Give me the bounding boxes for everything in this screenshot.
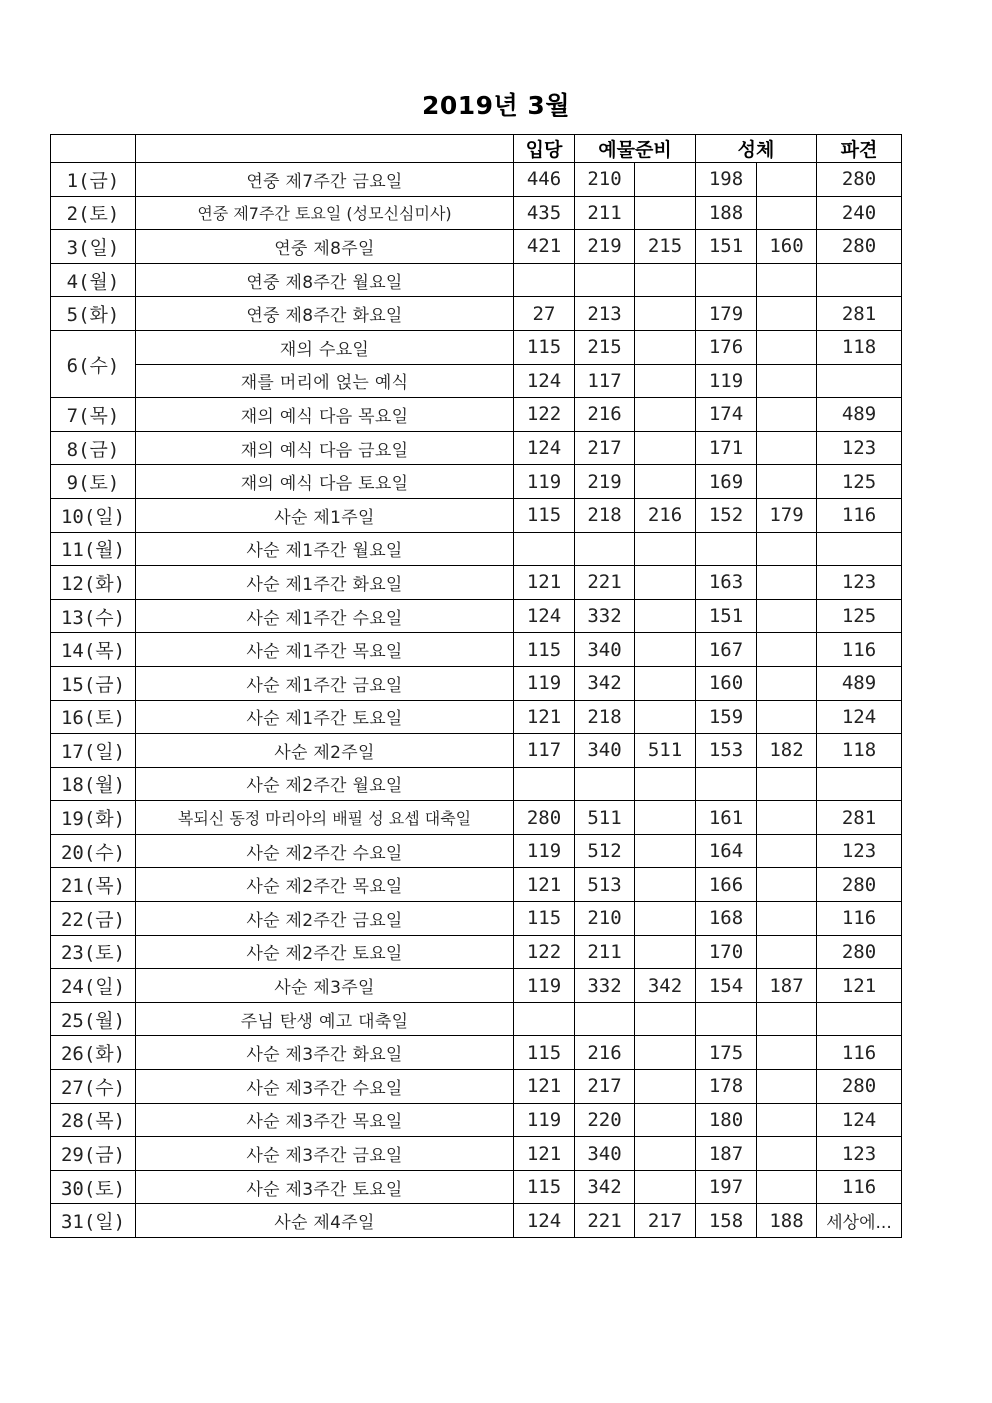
liturgy-name-cell: 사순 제2주간 금요일 bbox=[136, 902, 514, 936]
liturgy-name-cell: 재의 예식 다음 토요일 bbox=[136, 465, 514, 499]
liturgy-name-cell: 주님 탄생 예고 대축일 bbox=[136, 1002, 514, 1036]
seongche1-cell bbox=[696, 1002, 757, 1036]
seongche1-cell: 154 bbox=[696, 969, 757, 1003]
pagyeon-cell bbox=[817, 364, 902, 398]
pagyeon-cell: 280 bbox=[817, 1070, 902, 1104]
pagyeon-cell bbox=[817, 1002, 902, 1036]
liturgy-name-cell: 사순 제2주간 수요일 bbox=[136, 834, 514, 868]
pagyeon-cell: 489 bbox=[817, 398, 902, 432]
day-cell: 29(금) bbox=[51, 1137, 136, 1171]
table-row bbox=[51, 969, 902, 1003]
day-cell: 19(화) bbox=[51, 801, 136, 835]
yemul1-cell: 511 bbox=[575, 801, 635, 835]
ipdang-cell: 119 bbox=[514, 465, 575, 499]
seongche2-cell: 187 bbox=[757, 969, 817, 1003]
seongche2-cell bbox=[757, 330, 817, 364]
table-row bbox=[51, 700, 902, 734]
ipdang-cell: 121 bbox=[514, 1070, 575, 1104]
table-row bbox=[51, 767, 902, 801]
yemul1-cell bbox=[575, 1002, 635, 1036]
table-row bbox=[51, 465, 902, 499]
yemul1-cell: 342 bbox=[575, 666, 635, 700]
yemul2-cell: 217 bbox=[635, 1204, 696, 1238]
page-title: 2019년 3월 bbox=[422, 91, 570, 120]
seongche2-cell bbox=[757, 1070, 817, 1104]
liturgy-name-cell: 재의 예식 다음 목요일 bbox=[136, 398, 514, 432]
seongche2-cell: 182 bbox=[757, 734, 817, 768]
yemul1-cell: 211 bbox=[575, 196, 635, 230]
seongche2-cell bbox=[757, 1103, 817, 1137]
liturgy-name-cell: 사순 제1주간 금요일 bbox=[136, 666, 514, 700]
seongche1-cell bbox=[696, 263, 757, 297]
seongche1-cell: 198 bbox=[696, 163, 757, 197]
pagyeon-cell: 116 bbox=[817, 1170, 902, 1204]
pagyeon-cell: 240 bbox=[817, 196, 902, 230]
seongche2-cell bbox=[757, 196, 817, 230]
seongche2-cell bbox=[757, 465, 817, 499]
pagyeon-cell: 125 bbox=[817, 599, 902, 633]
ipdang-cell bbox=[514, 767, 575, 801]
yemul1-cell: 211 bbox=[575, 935, 635, 969]
day-cell: 6(수) bbox=[51, 330, 136, 397]
yemul2-cell: 511 bbox=[635, 734, 696, 768]
liturgy-name-cell: 사순 제1주간 목요일 bbox=[136, 633, 514, 667]
yemul1-cell: 213 bbox=[575, 297, 635, 331]
liturgy-name-cell: 재의 수요일 bbox=[136, 330, 514, 364]
seongche1-cell: 188 bbox=[696, 196, 757, 230]
pagyeon-cell: 281 bbox=[817, 801, 902, 835]
day-cell: 31(일) bbox=[51, 1204, 136, 1238]
yemul2-cell bbox=[635, 666, 696, 700]
table-header-row bbox=[51, 135, 902, 163]
seongche1-cell: 119 bbox=[696, 364, 757, 398]
ipdang-cell: 124 bbox=[514, 1204, 575, 1238]
seongche2-cell bbox=[757, 263, 817, 297]
pagyeon-cell: 280 bbox=[817, 230, 902, 264]
header-name bbox=[136, 135, 514, 163]
seongche1-cell: 174 bbox=[696, 398, 757, 432]
pagyeon-cell bbox=[817, 532, 902, 566]
liturgy-name-cell: 연중 제7주간 토요일 (성모신심미사) bbox=[136, 196, 514, 230]
seongche2-cell bbox=[757, 1002, 817, 1036]
yemul1-cell: 340 bbox=[575, 1137, 635, 1171]
day-cell: 3(일) bbox=[51, 230, 136, 264]
seongche2-cell: 160 bbox=[757, 230, 817, 264]
ipdang-cell bbox=[514, 263, 575, 297]
ipdang-cell: 122 bbox=[514, 398, 575, 432]
header-seongche: 성체 bbox=[696, 135, 817, 163]
yemul1-cell: 513 bbox=[575, 868, 635, 902]
day-cell: 18(월) bbox=[51, 767, 136, 801]
seongche2-cell bbox=[757, 1170, 817, 1204]
liturgy-name-cell: 사순 제3주일 bbox=[136, 969, 514, 1003]
liturgy-name-cell: 사순 제3주간 수요일 bbox=[136, 1070, 514, 1104]
liturgy-name-cell: 사순 제1주일 bbox=[136, 498, 514, 532]
yemul2-cell bbox=[635, 633, 696, 667]
seongche2-cell bbox=[757, 566, 817, 600]
liturgy-name-cell: 사순 제2주간 토요일 bbox=[136, 935, 514, 969]
day-cell: 27(수) bbox=[51, 1070, 136, 1104]
seongche1-cell: 197 bbox=[696, 1170, 757, 1204]
pagyeon-cell: 118 bbox=[817, 734, 902, 768]
table-row bbox=[51, 532, 902, 566]
yemul2-cell bbox=[635, 465, 696, 499]
liturgy-name-cell: 사순 제1주간 화요일 bbox=[136, 566, 514, 600]
ipdang-cell: 121 bbox=[514, 1137, 575, 1171]
ipdang-cell: 119 bbox=[514, 834, 575, 868]
seongche2-cell bbox=[757, 1137, 817, 1171]
table-row bbox=[51, 297, 902, 331]
seongche1-cell: 167 bbox=[696, 633, 757, 667]
liturgy-name-cell: 사순 제2주일 bbox=[136, 734, 514, 768]
pagyeon-cell bbox=[817, 263, 902, 297]
seongche1-cell: 159 bbox=[696, 700, 757, 734]
liturgy-name-cell: 사순 제3주간 화요일 bbox=[136, 1036, 514, 1070]
yemul1-cell: 332 bbox=[575, 969, 635, 1003]
table-row bbox=[51, 868, 902, 902]
seongche1-cell: 161 bbox=[696, 801, 757, 835]
ipdang-cell: 27 bbox=[514, 297, 575, 331]
table-row bbox=[51, 1170, 902, 1204]
pagyeon-cell: 116 bbox=[817, 633, 902, 667]
day-cell: 24(일) bbox=[51, 969, 136, 1003]
seongche2-cell bbox=[757, 297, 817, 331]
day-cell: 9(토) bbox=[51, 465, 136, 499]
seongche1-cell: 178 bbox=[696, 1070, 757, 1104]
table-row bbox=[51, 196, 902, 230]
yemul1-cell: 215 bbox=[575, 330, 635, 364]
day-cell: 16(토) bbox=[51, 700, 136, 734]
seongche1-cell bbox=[696, 767, 757, 801]
pagyeon-cell: 116 bbox=[817, 498, 902, 532]
seongche2-cell bbox=[757, 163, 817, 197]
liturgy-name-cell: 사순 제4주일 bbox=[136, 1204, 514, 1238]
liturgy-name-cell: 사순 제1주간 수요일 bbox=[136, 599, 514, 633]
liturgy-name-cell: 사순 제2주간 월요일 bbox=[136, 767, 514, 801]
day-cell: 21(목) bbox=[51, 868, 136, 902]
seongche2-cell bbox=[757, 364, 817, 398]
yemul2-cell bbox=[635, 700, 696, 734]
yemul2-cell bbox=[635, 1137, 696, 1171]
liturgy-name-cell: 재의 예식 다음 금요일 bbox=[136, 431, 514, 465]
day-cell: 1(금) bbox=[51, 163, 136, 197]
table-row bbox=[51, 1070, 902, 1104]
seongche1-cell: 151 bbox=[696, 230, 757, 264]
pagyeon-cell: 세상에... bbox=[817, 1204, 902, 1238]
yemul2-cell bbox=[635, 532, 696, 566]
liturgy-name-cell: 연중 제8주일 bbox=[136, 230, 514, 264]
seongche1-cell: 158 bbox=[696, 1204, 757, 1238]
seongche2-cell bbox=[757, 532, 817, 566]
table-row bbox=[51, 902, 902, 936]
pagyeon-cell: 116 bbox=[817, 902, 902, 936]
ipdang-cell: 124 bbox=[514, 364, 575, 398]
yemul2-cell bbox=[635, 1103, 696, 1137]
seongche1-cell bbox=[696, 532, 757, 566]
ipdang-cell: 121 bbox=[514, 868, 575, 902]
yemul1-cell: 217 bbox=[575, 1070, 635, 1104]
yemul2-cell bbox=[635, 935, 696, 969]
seongche1-cell: 169 bbox=[696, 465, 757, 499]
seongche2-cell: 188 bbox=[757, 1204, 817, 1238]
seongche2-cell bbox=[757, 935, 817, 969]
yemul2-cell bbox=[635, 1036, 696, 1070]
seongche2-cell bbox=[757, 902, 817, 936]
yemul2-cell bbox=[635, 767, 696, 801]
yemul2-cell bbox=[635, 1002, 696, 1036]
seongche1-cell: 153 bbox=[696, 734, 757, 768]
ipdang-cell: 435 bbox=[514, 196, 575, 230]
seongche2-cell bbox=[757, 868, 817, 902]
ipdang-cell: 115 bbox=[514, 330, 575, 364]
table-row bbox=[51, 263, 902, 297]
ipdang-cell: 119 bbox=[514, 969, 575, 1003]
ipdang-cell: 115 bbox=[514, 1036, 575, 1070]
seongche1-cell: 176 bbox=[696, 330, 757, 364]
table-row bbox=[51, 1002, 902, 1036]
hymn-schedule-table bbox=[50, 134, 902, 1238]
yemul2-cell bbox=[635, 297, 696, 331]
liturgy-name-cell: 사순 제2주간 목요일 bbox=[136, 868, 514, 902]
seongche2-cell bbox=[757, 666, 817, 700]
yemul2-cell bbox=[635, 330, 696, 364]
yemul2-cell bbox=[635, 263, 696, 297]
table-row bbox=[51, 1103, 902, 1137]
yemul2-cell bbox=[635, 163, 696, 197]
yemul2-cell bbox=[635, 868, 696, 902]
yemul2-cell bbox=[635, 599, 696, 633]
liturgy-name-cell: 연중 제8주간 월요일 bbox=[136, 263, 514, 297]
table-row bbox=[51, 566, 902, 600]
table-row bbox=[51, 163, 902, 197]
table-row bbox=[51, 666, 902, 700]
seongche1-cell: 152 bbox=[696, 498, 757, 532]
liturgy-name-cell: 복되신 동정 마리아의 배필 성 요셉 대축일 bbox=[136, 801, 514, 835]
yemul1-cell: 210 bbox=[575, 902, 635, 936]
day-cell: 23(토) bbox=[51, 935, 136, 969]
yemul2-cell bbox=[635, 398, 696, 432]
day-cell: 22(금) bbox=[51, 902, 136, 936]
yemul2-cell bbox=[635, 902, 696, 936]
day-cell: 14(목) bbox=[51, 633, 136, 667]
pagyeon-cell bbox=[817, 767, 902, 801]
yemul1-cell: 332 bbox=[575, 599, 635, 633]
ipdang-cell: 119 bbox=[514, 666, 575, 700]
seongche2-cell bbox=[757, 700, 817, 734]
yemul1-cell bbox=[575, 263, 635, 297]
table-row bbox=[51, 935, 902, 969]
table-row bbox=[51, 431, 902, 465]
seongche2-cell bbox=[757, 431, 817, 465]
table-row bbox=[51, 398, 902, 432]
yemul1-cell: 512 bbox=[575, 834, 635, 868]
seongche1-cell: 160 bbox=[696, 666, 757, 700]
ipdang-cell: 124 bbox=[514, 431, 575, 465]
pagyeon-cell: 123 bbox=[817, 834, 902, 868]
yemul1-cell: 216 bbox=[575, 1036, 635, 1070]
ipdang-cell: 121 bbox=[514, 700, 575, 734]
ipdang-cell: 122 bbox=[514, 935, 575, 969]
yemul2-cell: 215 bbox=[635, 230, 696, 264]
pagyeon-cell: 280 bbox=[817, 868, 902, 902]
pagyeon-cell: 280 bbox=[817, 935, 902, 969]
liturgy-name-cell: 연중 제7주간 금요일 bbox=[136, 163, 514, 197]
ipdang-cell: 119 bbox=[514, 1103, 575, 1137]
day-cell: 30(토) bbox=[51, 1170, 136, 1204]
table-body bbox=[51, 163, 902, 1238]
ipdang-cell: 115 bbox=[514, 902, 575, 936]
header-yemul: 예물준비 bbox=[575, 135, 696, 163]
table-row bbox=[51, 364, 902, 398]
yemul1-cell bbox=[575, 532, 635, 566]
ipdang-cell: 115 bbox=[514, 1170, 575, 1204]
yemul1-cell: 210 bbox=[575, 163, 635, 197]
seongche1-cell: 187 bbox=[696, 1137, 757, 1171]
liturgy-name-cell: 사순 제3주간 금요일 bbox=[136, 1137, 514, 1171]
table-row bbox=[51, 801, 902, 835]
day-cell: 4(월) bbox=[51, 263, 136, 297]
seongche2-cell bbox=[757, 599, 817, 633]
day-cell: 26(화) bbox=[51, 1036, 136, 1070]
ipdang-cell: 115 bbox=[514, 498, 575, 532]
yemul1-cell: 216 bbox=[575, 398, 635, 432]
yemul1-cell: 117 bbox=[575, 364, 635, 398]
yemul1-cell: 340 bbox=[575, 633, 635, 667]
liturgy-name-cell: 사순 제1주간 토요일 bbox=[136, 700, 514, 734]
seongche2-cell bbox=[757, 834, 817, 868]
table-row bbox=[51, 633, 902, 667]
seongche1-cell: 168 bbox=[696, 902, 757, 936]
seongche1-cell: 166 bbox=[696, 868, 757, 902]
seongche1-cell: 164 bbox=[696, 834, 757, 868]
table-row bbox=[51, 498, 902, 532]
day-cell: 11(월) bbox=[51, 532, 136, 566]
yemul2-cell bbox=[635, 431, 696, 465]
day-cell: 7(목) bbox=[51, 398, 136, 432]
pagyeon-cell: 125 bbox=[817, 465, 902, 499]
ipdang-cell bbox=[514, 1002, 575, 1036]
seongche2-cell bbox=[757, 398, 817, 432]
yemul2-cell bbox=[635, 364, 696, 398]
seongche1-cell: 170 bbox=[696, 935, 757, 969]
ipdang-cell: 121 bbox=[514, 566, 575, 600]
day-cell: 12(화) bbox=[51, 566, 136, 600]
day-cell: 8(금) bbox=[51, 431, 136, 465]
liturgy-name-cell: 사순 제3주간 목요일 bbox=[136, 1103, 514, 1137]
day-cell: 5(화) bbox=[51, 297, 136, 331]
ipdang-cell: 115 bbox=[514, 633, 575, 667]
pagyeon-cell: 116 bbox=[817, 1036, 902, 1070]
day-cell: 13(수) bbox=[51, 599, 136, 633]
header-ipdang: 입당 bbox=[514, 135, 575, 163]
pagyeon-cell: 280 bbox=[817, 163, 902, 197]
pagyeon-cell: 118 bbox=[817, 330, 902, 364]
table-row bbox=[51, 330, 902, 364]
yemul1-cell: 218 bbox=[575, 700, 635, 734]
day-cell: 28(목) bbox=[51, 1103, 136, 1137]
seongche2-cell bbox=[757, 801, 817, 835]
table-row bbox=[51, 599, 902, 633]
yemul1-cell: 217 bbox=[575, 431, 635, 465]
yemul1-cell: 218 bbox=[575, 498, 635, 532]
yemul2-cell: 342 bbox=[635, 969, 696, 1003]
table-row bbox=[51, 230, 902, 264]
seongche2-cell bbox=[757, 767, 817, 801]
seongche2-cell bbox=[757, 633, 817, 667]
seongche1-cell: 151 bbox=[696, 599, 757, 633]
ipdang-cell: 446 bbox=[514, 163, 575, 197]
table-row bbox=[51, 834, 902, 868]
yemul1-cell: 342 bbox=[575, 1170, 635, 1204]
pagyeon-cell: 123 bbox=[817, 1137, 902, 1171]
yemul2-cell bbox=[635, 834, 696, 868]
seongche1-cell: 171 bbox=[696, 431, 757, 465]
ipdang-cell: 117 bbox=[514, 734, 575, 768]
seongche1-cell: 179 bbox=[696, 297, 757, 331]
liturgy-name-cell: 연중 제8주간 화요일 bbox=[136, 297, 514, 331]
liturgy-name-cell: 재를 머리에 얹는 예식 bbox=[136, 364, 514, 398]
seongche2-cell: 179 bbox=[757, 498, 817, 532]
pagyeon-cell: 124 bbox=[817, 700, 902, 734]
seongche1-cell: 163 bbox=[696, 566, 757, 600]
day-cell: 20(수) bbox=[51, 834, 136, 868]
yemul1-cell bbox=[575, 767, 635, 801]
liturgy-name-cell: 사순 제1주간 월요일 bbox=[136, 532, 514, 566]
table-row bbox=[51, 1204, 902, 1238]
day-cell: 17(일) bbox=[51, 734, 136, 768]
day-cell: 10(일) bbox=[51, 498, 136, 532]
seongche1-cell: 180 bbox=[696, 1103, 757, 1137]
yemul1-cell: 220 bbox=[575, 1103, 635, 1137]
header-day bbox=[51, 135, 136, 163]
pagyeon-cell: 489 bbox=[817, 666, 902, 700]
day-cell: 15(금) bbox=[51, 666, 136, 700]
yemul1-cell: 219 bbox=[575, 230, 635, 264]
yemul1-cell: 219 bbox=[575, 465, 635, 499]
table-row bbox=[51, 734, 902, 768]
pagyeon-cell: 121 bbox=[817, 969, 902, 1003]
seongche2-cell bbox=[757, 1036, 817, 1070]
seongche1-cell: 175 bbox=[696, 1036, 757, 1070]
yemul2-cell bbox=[635, 196, 696, 230]
ipdang-cell bbox=[514, 532, 575, 566]
pagyeon-cell: 281 bbox=[817, 297, 902, 331]
pagyeon-cell: 123 bbox=[817, 566, 902, 600]
pagyeon-cell: 124 bbox=[817, 1103, 902, 1137]
yemul2-cell bbox=[635, 566, 696, 600]
pagyeon-cell: 123 bbox=[817, 431, 902, 465]
table-row bbox=[51, 1036, 902, 1070]
ipdang-cell: 124 bbox=[514, 599, 575, 633]
ipdang-cell: 280 bbox=[514, 801, 575, 835]
header-pagyeon: 파견 bbox=[817, 135, 902, 163]
ipdang-cell: 421 bbox=[514, 230, 575, 264]
yemul1-cell: 221 bbox=[575, 1204, 635, 1238]
yemul2-cell: 216 bbox=[635, 498, 696, 532]
yemul2-cell bbox=[635, 801, 696, 835]
yemul2-cell bbox=[635, 1070, 696, 1104]
liturgy-name-cell: 사순 제3주간 토요일 bbox=[136, 1170, 514, 1204]
day-cell: 2(토) bbox=[51, 196, 136, 230]
table-row bbox=[51, 1137, 902, 1171]
yemul1-cell: 340 bbox=[575, 734, 635, 768]
yemul2-cell bbox=[635, 1170, 696, 1204]
day-cell: 25(월) bbox=[51, 1002, 136, 1036]
yemul1-cell: 221 bbox=[575, 566, 635, 600]
